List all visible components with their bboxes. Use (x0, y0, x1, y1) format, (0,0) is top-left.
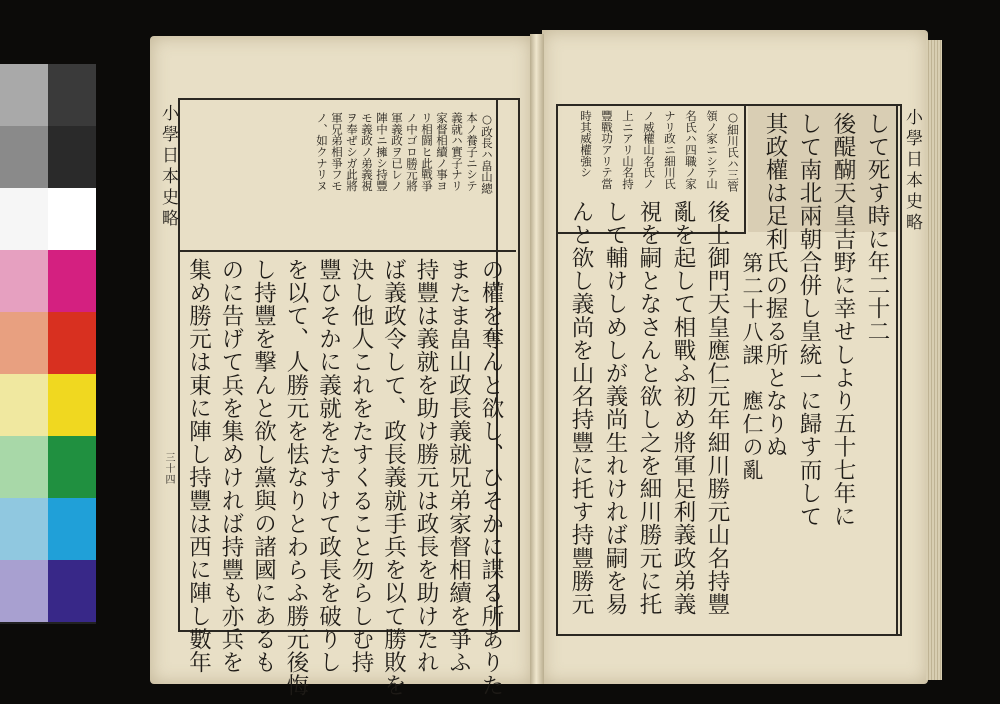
headnote-column: 義就ハ實子ナリ (450, 112, 464, 192)
headnote-column: 家督相續ノ事ヨ (435, 112, 449, 192)
headnote-column: 軍兄弟相爭フモ (330, 112, 344, 192)
color-swatch (0, 374, 48, 436)
color-swatch (48, 64, 96, 126)
text-column: して死す時に年二十二 (864, 112, 890, 343)
left-margin-title: 小學日本史略 (158, 104, 178, 230)
headnote-column: ノ威權山名氏ノ (642, 110, 656, 190)
color-swatch (48, 312, 96, 374)
text-column: の權を奪んと欲し、ひそかに謀る所ありた (478, 258, 504, 697)
color-calibration-chart (0, 64, 96, 624)
text-column: 視を嗣となさんと欲し之を細川勝元に托 (636, 200, 662, 616)
headnote-column: 本ノ養子ニシテ (465, 112, 479, 192)
text-column: 豐ひそかに義就をたすけて政長を破りし (315, 258, 342, 674)
left-note-divider (178, 250, 516, 252)
text-column: 決し他人これをたすくること勿らしむ持 (348, 258, 374, 674)
color-swatch (0, 312, 48, 374)
headnote-column: ヲ奉ぜシガ此將 (345, 112, 359, 192)
page-edges (926, 40, 942, 680)
text-column: のに告げて兵を集めければ持豐も亦兵を (218, 258, 244, 674)
headnote-column: 陣中ニ擁シ持豐 (375, 112, 389, 192)
headnote-column: 時其威權強シ (579, 110, 593, 178)
headnote-column: モ義政ノ弟義視 (360, 112, 374, 192)
left-folio-number: 三十四 (163, 452, 174, 485)
color-swatch (48, 498, 96, 560)
right-note-box-rule (744, 104, 746, 234)
text-column: 亂を起して相戰ふ初め將軍足利義政弟義 (670, 200, 696, 616)
text-column: またま畠山政長義就兄弟家督相續を爭ふ (445, 258, 472, 674)
text-column: 其政權は足利氏の握る所となりぬ (762, 112, 788, 459)
headnote-column: ノ、如クナリヌ (315, 112, 329, 192)
text-column: して南北兩朝合併し皇統一に歸す而して (796, 112, 822, 528)
text-column: 集め勝元は東に陣し持豐は西に陣し數年 (185, 258, 212, 674)
headnote-column: ○細川氏ハ三管 (726, 110, 740, 192)
headnote-column: 軍義政ヲ已レノ (390, 112, 404, 192)
text-column: を以て、人勝元を怯なりとわらふ勝元後悔 (283, 258, 309, 697)
text-column: して輔けしめしが義尚生れければ嗣を易 (602, 200, 628, 616)
lesson-heading: 第二十八課 應仁の亂 (740, 252, 764, 482)
right-margin-title: 小學日本史略 (902, 108, 922, 234)
headnote-column: 上ニアリ山名持 (621, 110, 635, 190)
headnote-column: 豐戰功アリテ當 (600, 110, 614, 190)
headnote-column: ノ中ゴロ勝元將 (405, 112, 419, 192)
text-column: 後醍醐天皇吉野に幸せしより五十七年に (830, 112, 856, 528)
headnote-column: ナリ政ニ細川氏 (663, 110, 677, 190)
book-gutter (530, 34, 544, 684)
color-swatch (0, 64, 48, 126)
color-swatch (0, 436, 48, 498)
headnote-column: リ相闘ヒ此戰爭 (420, 112, 434, 192)
color-swatch (48, 436, 96, 498)
text-column: んと欲し義尚を山名持豐に托す持豐勝元 (568, 200, 594, 616)
headnote-column: ○政長ハ畠山總 (480, 112, 494, 194)
text-column: 持豐は義就を助け勝元は政長を助けたれ (413, 258, 439, 674)
text-column: ば義政令して、政長義就手兵を以て勝敗を (380, 258, 407, 697)
color-swatch (0, 188, 48, 250)
right-frame-inner-rule (896, 104, 898, 634)
text-column: し持豐を撃んと欲し黨與の諸國にあるも (250, 258, 277, 674)
color-swatch (0, 560, 48, 622)
headnote-column: 名氏ハ四職ノ家 (684, 110, 698, 190)
color-swatch (48, 250, 96, 312)
color-swatch (0, 250, 48, 312)
headnote-column: 領ノ家ニシテ山 (705, 110, 719, 190)
color-swatch (48, 188, 96, 250)
color-swatch (48, 374, 96, 436)
color-swatch (48, 560, 96, 622)
text-column: 後土御門天皇應仁元年細川勝元山名持豐 (704, 200, 730, 616)
color-swatch (0, 126, 48, 188)
color-swatch (48, 126, 96, 188)
color-swatch (0, 498, 48, 560)
